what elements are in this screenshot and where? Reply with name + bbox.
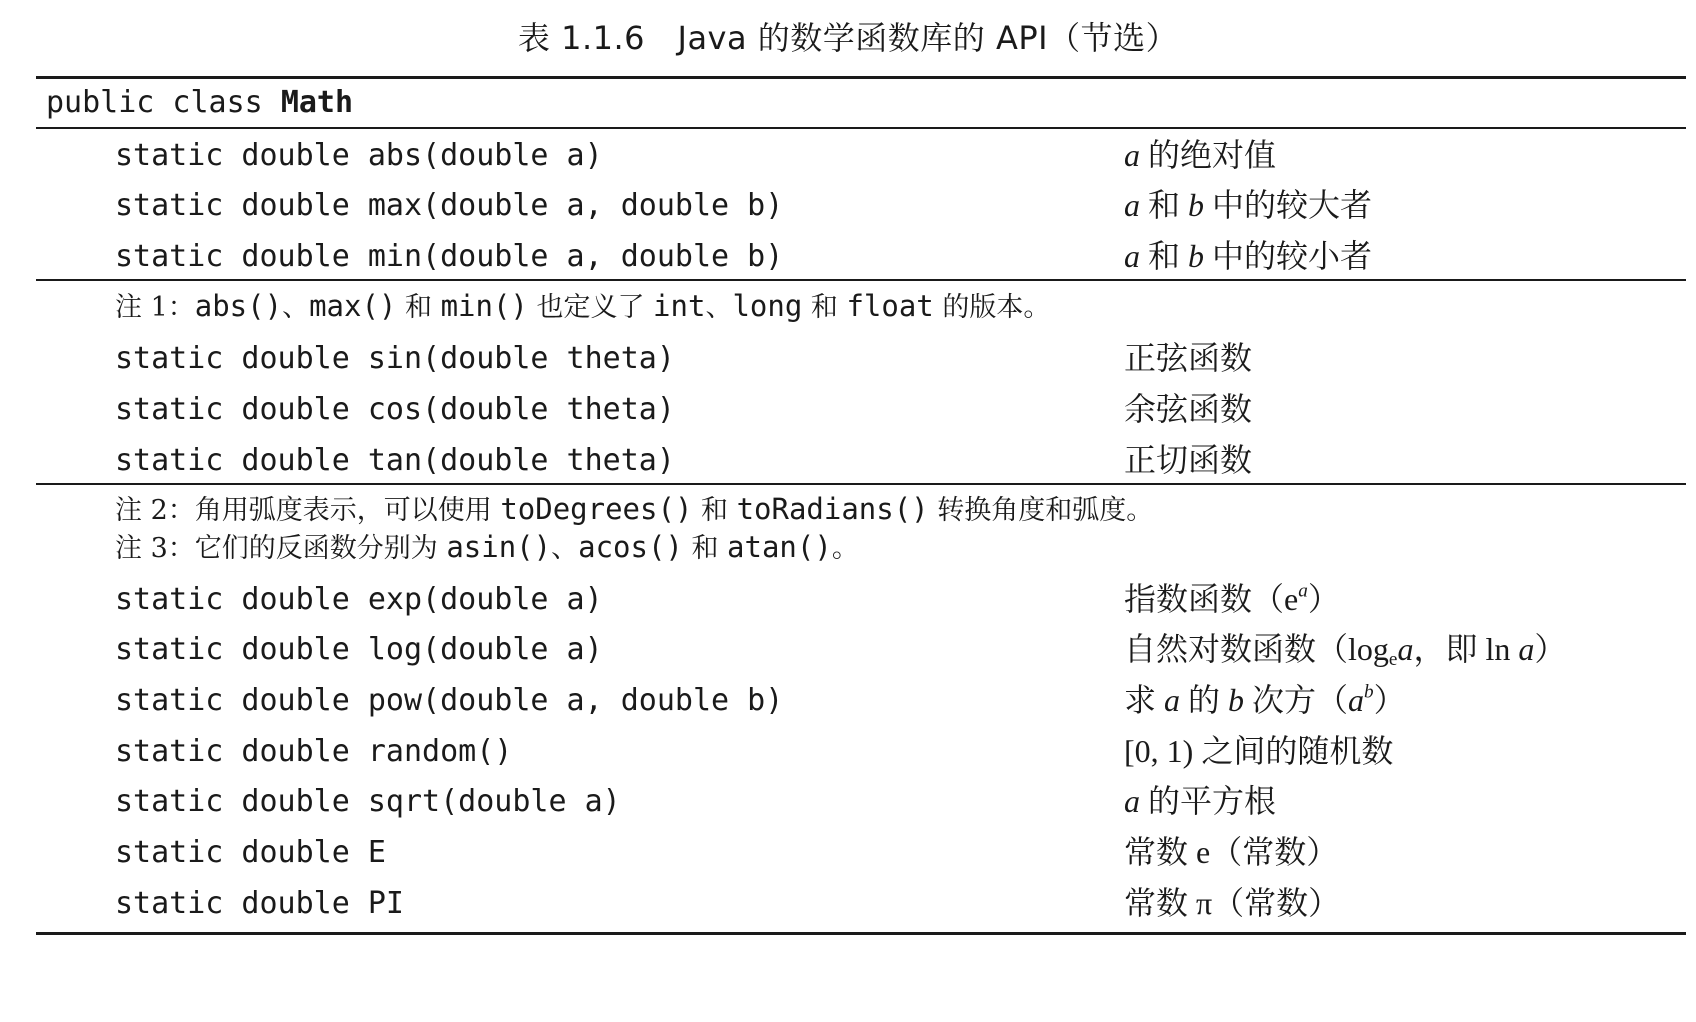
method-signature: static double PI: [115, 886, 404, 921]
class-keyword: public class: [46, 85, 281, 120]
note-3: 注 3：它们的反函数分别为 asin()、acos() 和 atan()。: [115, 530, 859, 564]
method-signature: static double min(double a, double b): [115, 239, 784, 274]
method-signature: static double sqrt(double a): [115, 784, 621, 819]
method-description: 余弦函数: [1124, 391, 1253, 427]
method-signature: static double sin(double theta): [115, 341, 675, 376]
table-title: 表 1.1.6 Java 的数学函数库的 API（节选）: [517, 19, 1179, 57]
class-declaration-row: [0, 75, 1696, 130]
method-signature: static double cos(double theta): [115, 392, 675, 427]
table-row: [0, 825, 1696, 880]
method-description: a 的平方根: [1124, 783, 1277, 819]
table-row: [0, 724, 1696, 779]
method-signature: static double abs(double a): [115, 138, 603, 173]
method-description: a 的绝对值: [1124, 137, 1277, 173]
method-signature: static double tan(double theta): [115, 443, 675, 478]
table-row: [0, 331, 1696, 386]
note-1: 注 1：abs()、max() 和 min() 也定义了 int、long 和 float 的版本。: [115, 289, 1051, 323]
method-description: 常数 e（常数）: [1124, 834, 1339, 870]
method-description: [0, 1) 之间的随机数: [1124, 733, 1394, 769]
table-row: [0, 178, 1696, 233]
method-description: 正切函数: [1124, 442, 1253, 478]
method-signature: static double E: [115, 835, 386, 870]
method-description: a 和 b 中的较大者: [1124, 187, 1373, 223]
method-description: 正弦函数: [1124, 340, 1253, 376]
table-row: [0, 774, 1696, 829]
table-row: [0, 572, 1696, 627]
table-row: [0, 622, 1696, 677]
table-row: [0, 229, 1696, 284]
table-row: [0, 128, 1696, 183]
method-signature: static double random(): [115, 734, 513, 769]
method-signature: static double pow(double a, double b): [115, 683, 784, 718]
method-signature: static double log(double a): [115, 632, 603, 667]
method-signature: static double max(double a, double b): [115, 188, 784, 223]
method-description: 求 a 的 b 次方$(a^b)$: [1124, 681, 1406, 718]
table-row: [0, 876, 1696, 931]
table-row: [0, 382, 1696, 437]
section-rule: [36, 279, 1686, 281]
note-2: 注 2：角用弧度表示，可以使用 toDegrees() 和 toRadians() 转换角度和弧度。: [115, 492, 1154, 526]
table-row: [0, 673, 1696, 728]
method-description: 指数函数$(e^a)$: [1124, 580, 1340, 617]
method-signature: static double exp(double a): [115, 582, 603, 617]
class-declaration: [46, 75, 353, 130]
method-description: a 和 b 中的较小者: [1124, 238, 1373, 274]
bottom-rule: [36, 932, 1686, 935]
method-description: 常数 π（常数）: [1124, 885, 1341, 921]
section-rule: [36, 483, 1686, 485]
table-row: [0, 433, 1696, 488]
class-name: Math: [280, 85, 354, 120]
method-description: 自然对数函数（$\log_ea$，即 ln a）: [1124, 631, 1567, 670]
